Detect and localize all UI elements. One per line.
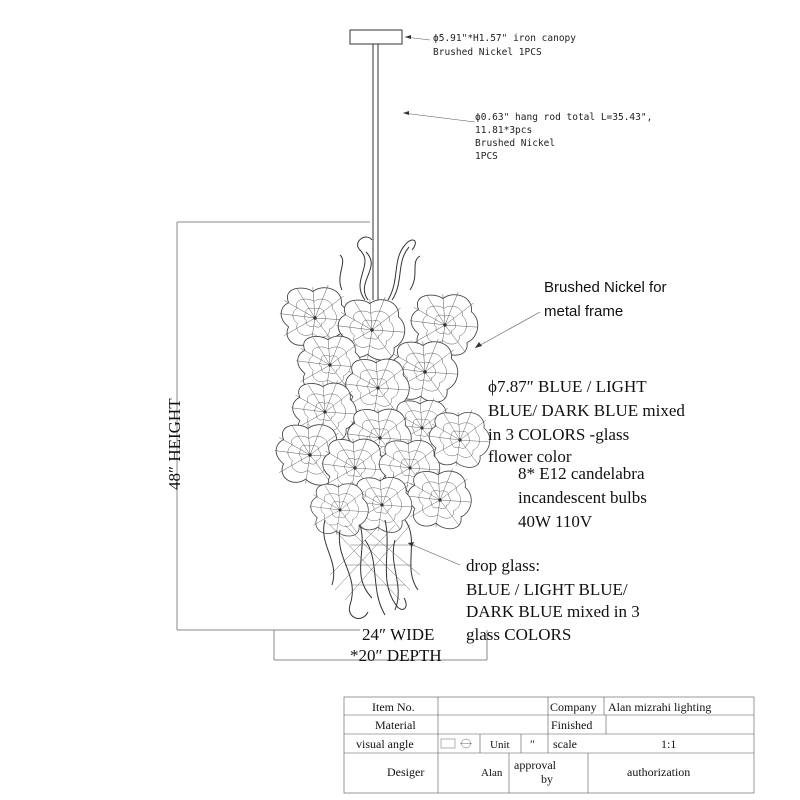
title-block: [344, 697, 754, 793]
glass-flower-cluster: [275, 285, 490, 536]
finished-label: Finished: [551, 718, 593, 732]
rod-spec-line-1: ϕ0.63" hang rod total L=35.43",: [475, 112, 653, 123]
canopy-spec-line-1: ϕ5.91"*H1.57" iron canopy: [433, 33, 576, 44]
rod-spec-line-3: Brushed Nickel: [475, 138, 556, 149]
bulbs-note-line-3: 40W 110V: [518, 512, 593, 531]
frame-note-line-2: metal frame: [544, 303, 624, 320]
scale-value: 1:1: [661, 737, 677, 751]
glass-flower-note-line-4: flower color: [488, 447, 572, 466]
frame-leader: [475, 312, 540, 348]
material-label: Material: [375, 718, 416, 732]
designer-value: Alan: [481, 767, 503, 779]
drop-glass-leader: [408, 543, 460, 565]
scale-label: scale: [553, 737, 577, 751]
rod-spec-line-2: 11.81*3pcs: [475, 125, 533, 136]
company-label: Company: [550, 700, 597, 714]
frame-note-line-1: Brushed Nickel for: [544, 279, 667, 296]
glass-flower-note-line-1: ϕ7.87″ BLUE / LIGHT: [488, 377, 647, 396]
visual-angle-label: visual angle: [356, 737, 414, 751]
height-label: 48″ HEIGHT: [165, 398, 184, 490]
rod-spec-line-4: 1PCS: [475, 151, 498, 162]
canopy: [350, 30, 402, 44]
drop-glass-note-line-3: DARK BLUE mixed in 3: [466, 602, 640, 621]
glass-flower-note-line-2: BLUE/ DARK BLUE mixed: [488, 401, 685, 420]
drop-glass-note-line-4: glass COLORS: [466, 625, 572, 644]
width-label: 24″ WIDE: [362, 625, 435, 644]
unit-label: Unit: [490, 739, 510, 751]
item-no-label: Item No.: [372, 700, 415, 714]
drop-glass-note-line-2: BLUE / LIGHT BLUE/: [466, 580, 628, 599]
rod-leader: [403, 113, 475, 122]
depth-label: *20″ DEPTH: [350, 646, 442, 665]
designer-label: Desiger: [387, 765, 425, 779]
drop-glass-strands: [324, 520, 420, 618]
approval-label: approval by: [514, 758, 556, 786]
glass-tendrils: [340, 237, 420, 300]
company-value: Alan mizrahi lighting: [608, 700, 712, 714]
canopy-spec-line-2: Brushed Nickel 1PCS: [433, 47, 542, 58]
unit-value: ″: [530, 737, 535, 751]
bulbs-note-line-1: 8* E12 candelabra: [518, 464, 645, 483]
authorization-label: authorization: [627, 765, 691, 779]
glass-flower-note-line-3: in 3 COLORS -glass: [488, 425, 630, 444]
bulbs-note-line-2: incandescent bulbs: [518, 488, 647, 507]
drop-glass-note-line-1: drop glass:: [466, 556, 541, 575]
view-icon: [441, 739, 455, 748]
